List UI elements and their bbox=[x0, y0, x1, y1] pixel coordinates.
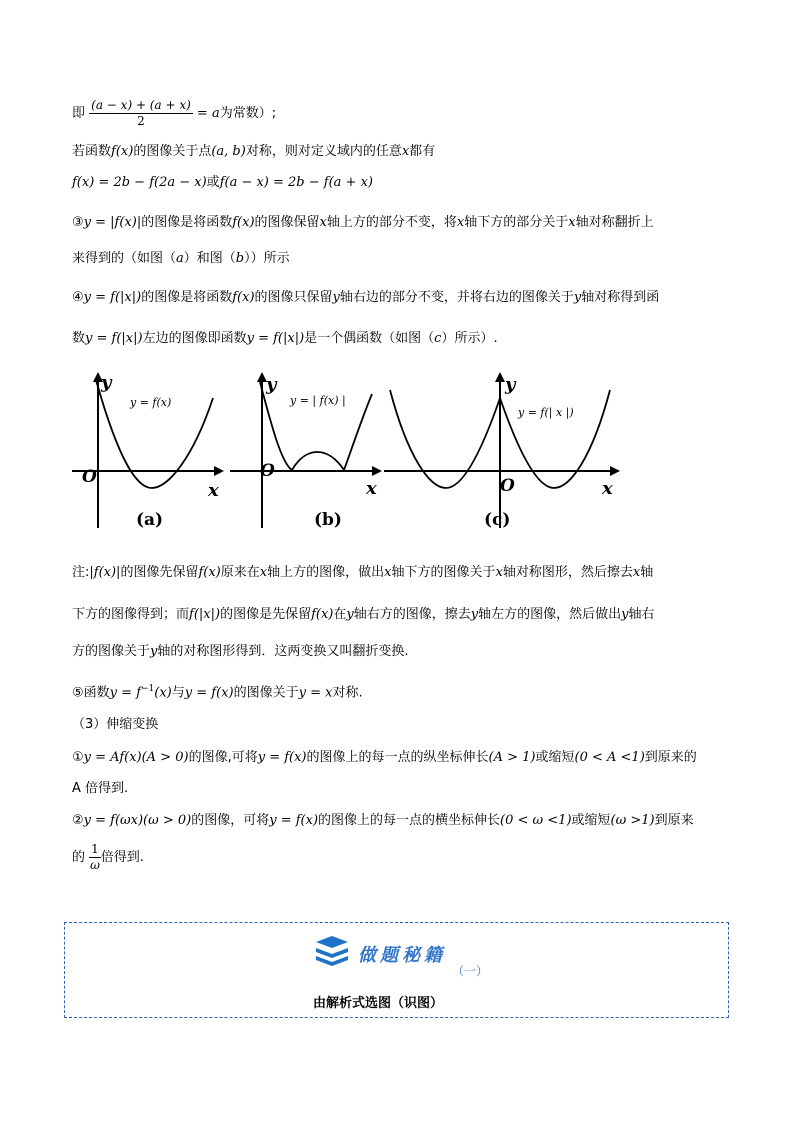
graph-label: y = f(| x |) bbox=[518, 406, 574, 419]
text: 对称. bbox=[332, 685, 363, 701]
text: 的图像只保留 bbox=[254, 290, 333, 305]
y-axis-arrow bbox=[495, 372, 505, 382]
text: 注: bbox=[72, 565, 90, 580]
fraction-denominator: ω bbox=[90, 858, 100, 872]
math: (x) bbox=[154, 685, 172, 701]
text: 对称，则对定义域内的任意 bbox=[245, 144, 402, 159]
math: (A > 1) bbox=[488, 750, 536, 765]
math: y = f(x) bbox=[269, 813, 319, 828]
text: 轴对称图形，然后擦去 bbox=[502, 565, 633, 580]
text: 的 bbox=[72, 850, 86, 865]
text: 来得到的（如图（ bbox=[72, 251, 177, 266]
figure-a bbox=[68, 368, 228, 533]
text: 都有 bbox=[409, 144, 436, 159]
text: 即 bbox=[72, 106, 86, 121]
y-axis-label: y bbox=[101, 372, 112, 393]
fraction bbox=[89, 98, 193, 129]
text: 函数 bbox=[83, 685, 110, 701]
para-3-line-2 bbox=[72, 250, 290, 268]
fraction-denominator: 2 bbox=[137, 114, 145, 128]
text: 的图像上的每一点的纵坐标伸长 bbox=[306, 750, 489, 765]
origin-label: O bbox=[500, 476, 515, 496]
math: b bbox=[235, 251, 245, 266]
text: 数 bbox=[72, 331, 86, 346]
text: ）所示）. bbox=[441, 331, 498, 346]
math: f(x) bbox=[311, 607, 334, 622]
text: 原来在 bbox=[220, 565, 260, 580]
origin-label: O bbox=[260, 461, 275, 481]
graph-label: y = f(x) bbox=[130, 396, 172, 409]
math: y bbox=[621, 607, 629, 622]
para-4-line-2 bbox=[72, 330, 498, 348]
math: y = f(|x|) bbox=[85, 331, 143, 346]
math: x bbox=[632, 565, 641, 580]
text: 轴 bbox=[640, 565, 654, 580]
x-axis-arrow bbox=[610, 466, 620, 476]
text: 下方的图像得到；而 bbox=[72, 607, 190, 622]
text: 到原来的 bbox=[644, 750, 697, 765]
math: x bbox=[319, 215, 327, 230]
x-axis-label: x bbox=[366, 478, 377, 499]
text: 的图像,可将 bbox=[188, 750, 258, 765]
figure-caption: (b) bbox=[314, 510, 342, 530]
math: x bbox=[568, 215, 576, 230]
para-1-line-1 bbox=[72, 749, 697, 767]
figure-caption: (a) bbox=[136, 510, 164, 530]
math: y = f bbox=[109, 685, 141, 701]
text: 的图像是先保留 bbox=[220, 607, 312, 622]
x-axis-label: x bbox=[602, 478, 613, 499]
note-line-2 bbox=[72, 606, 655, 624]
text: 在 bbox=[333, 607, 347, 622]
math: f(x) bbox=[111, 144, 134, 159]
fraction bbox=[89, 842, 101, 873]
text: 轴右边的部分不变，并将右边的图像关于 bbox=[339, 290, 574, 305]
circled-number: ① bbox=[72, 750, 84, 765]
math: x bbox=[495, 565, 503, 580]
graph-label: y = | f(x) | bbox=[290, 394, 346, 407]
math: x bbox=[456, 215, 465, 230]
math: |f(x)| bbox=[89, 565, 121, 580]
math: (0 < A <1) bbox=[574, 750, 645, 765]
math: y bbox=[346, 607, 354, 622]
text: A 倍得到. bbox=[72, 781, 129, 796]
text: 轴的对称图形得到．这两变换又叫翻折变换. bbox=[157, 644, 409, 659]
circled-number: ⑤ bbox=[72, 685, 84, 701]
math: y = f(ωx)(ω > 0) bbox=[83, 813, 192, 828]
text: 是一个偶函数（如图（ bbox=[304, 331, 435, 346]
math: c bbox=[434, 331, 442, 346]
text: 或 bbox=[206, 175, 220, 190]
text: 轴下方的图像关于 bbox=[391, 565, 496, 580]
text: 轴上方的部分不变，将 bbox=[326, 215, 457, 230]
math: y = f(x) bbox=[257, 750, 307, 765]
math: x bbox=[259, 565, 268, 580]
math: f(x) bbox=[232, 215, 255, 230]
figure-b bbox=[226, 368, 386, 533]
text: 轴对称得到函 bbox=[581, 290, 660, 305]
text: 与 bbox=[171, 685, 185, 701]
math: (0 < ω <1) bbox=[500, 813, 572, 828]
math: x bbox=[384, 565, 392, 580]
math: y bbox=[470, 607, 479, 622]
text: 的图像是将函数 bbox=[141, 215, 233, 230]
circled-number: ③ bbox=[72, 215, 84, 230]
math: x bbox=[401, 144, 410, 159]
math: f(x) bbox=[198, 565, 221, 580]
text: 的图像上的每一点的横坐标伸长 bbox=[318, 813, 501, 828]
formula-line-1 bbox=[72, 98, 276, 129]
math: y = f(x) bbox=[184, 685, 234, 701]
text: ））所示 bbox=[244, 251, 290, 266]
text: 的图像关于点 bbox=[133, 144, 212, 159]
math: = a bbox=[196, 106, 220, 121]
text: 轴左方的图像，然后做出 bbox=[478, 607, 622, 622]
text: 轴右方的图像，擦去 bbox=[353, 607, 471, 622]
origin-label: O bbox=[82, 467, 97, 487]
text: 轴上方的图像，做出 bbox=[267, 565, 385, 580]
section-heading bbox=[72, 716, 158, 734]
text: 或缩短 bbox=[535, 750, 575, 765]
figure-caption: (c) bbox=[484, 510, 511, 530]
circled-number: ④ bbox=[72, 290, 84, 305]
para-5 bbox=[72, 680, 363, 702]
text: 的图像先保留 bbox=[120, 565, 199, 580]
note-line-1 bbox=[72, 564, 653, 582]
text: 为常数）; bbox=[219, 106, 277, 121]
y-axis-label: y bbox=[266, 374, 277, 395]
math: y = f(|x|) bbox=[246, 331, 305, 346]
para-2-line-1 bbox=[72, 812, 694, 830]
text: 左边的图像即函数 bbox=[142, 331, 247, 346]
math: y = |f(x)| bbox=[83, 215, 142, 230]
tips-subtitle: （一） bbox=[452, 964, 489, 978]
math: y = Af(x)(A > 0) bbox=[83, 750, 189, 765]
math: y bbox=[150, 644, 158, 659]
math: y bbox=[573, 290, 582, 305]
text: 的图像是将函数 bbox=[141, 290, 233, 305]
text: 或缩短 bbox=[571, 813, 611, 828]
math: y = x bbox=[298, 685, 333, 701]
math: f(|x|) bbox=[189, 607, 221, 622]
text: 倍得到. bbox=[100, 850, 144, 865]
figure-c bbox=[380, 368, 625, 533]
y-axis-label: y bbox=[505, 374, 516, 395]
text: 方的图像关于 bbox=[72, 644, 151, 659]
x-axis-label: x bbox=[208, 480, 219, 501]
tips-title: 做题秘籍 bbox=[358, 945, 446, 966]
math: y = f(|x|) bbox=[83, 290, 142, 305]
text: （3）伸缩变换 bbox=[72, 717, 159, 732]
text: 的图像保留 bbox=[254, 215, 320, 230]
math: y bbox=[332, 290, 340, 305]
text: 到原来 bbox=[654, 813, 694, 828]
note-line-3 bbox=[72, 643, 409, 661]
math-superscript: −1 bbox=[141, 684, 155, 694]
para-3-line-1 bbox=[72, 214, 654, 232]
para-4-line-1 bbox=[72, 289, 659, 307]
math: (a, b) bbox=[211, 144, 246, 159]
tips-heading: 由解析式选图（识图） bbox=[313, 996, 444, 1011]
text: 若函数 bbox=[72, 144, 112, 159]
math: (ω >1) bbox=[610, 813, 655, 828]
para-2-line-2 bbox=[72, 842, 144, 873]
text: 轴下方的部分关于 bbox=[464, 215, 569, 230]
text: ）和图（ bbox=[183, 251, 236, 266]
math: f(x) = 2b − f(2a − x) bbox=[72, 175, 207, 190]
fraction-numerator: 1 bbox=[91, 842, 99, 856]
books-icon bbox=[312, 934, 352, 970]
para-1-line-2 bbox=[72, 780, 128, 798]
formula-line-3 bbox=[72, 174, 373, 192]
math: f(x) bbox=[232, 290, 255, 305]
math: f(a − x) = 2b − f(a + x) bbox=[219, 175, 373, 190]
text: 的图像关于 bbox=[233, 685, 299, 701]
text: 轴对称翻折上 bbox=[575, 215, 654, 230]
text: 轴右 bbox=[628, 607, 655, 622]
circled-number: ② bbox=[72, 813, 84, 828]
text-line-2 bbox=[72, 143, 435, 161]
x-axis-arrow bbox=[214, 466, 224, 476]
fraction-numerator: (a − x) + (a + x) bbox=[91, 98, 191, 112]
math: a bbox=[176, 251, 184, 266]
text: 的图像，可将 bbox=[191, 813, 270, 828]
